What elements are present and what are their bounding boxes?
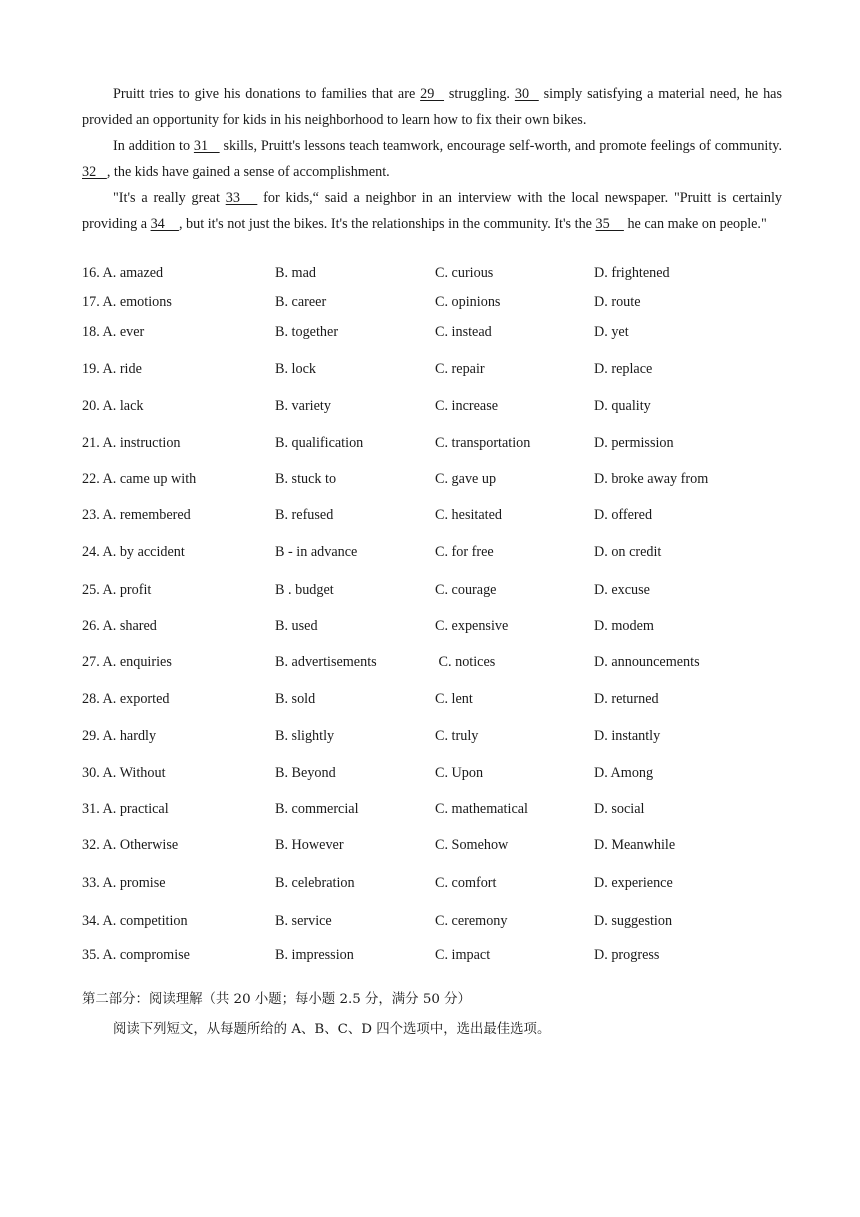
question-row [82,262,782,284]
option-d: D. experience [594,875,673,891]
answer-blank: 31 [193,138,220,154]
option-b: B. together [275,324,339,340]
option-a: 16. A. amazed [82,265,164,281]
passage-text: , the kids have gained a sense of accomplishment. [106,164,390,180]
option-c: C. expensive [435,618,509,634]
option-b: B. commercial [275,801,359,817]
option-a: 20. A. lack [82,398,144,414]
question-row [82,541,782,563]
option-a: 23. A. remembered [82,507,191,523]
option-a: 24. A. by accident [82,544,185,560]
option-c: C. notices [435,654,496,670]
option-d: D. Meanwhile [594,837,676,853]
option-c: C. ceremony [435,913,508,929]
answer-blank: 29 [420,86,445,102]
option-d: D. suggestion [594,913,673,929]
option-c: C. curious [435,265,494,281]
option-a: 19. A. ride [82,361,142,377]
question-row [82,468,782,490]
passage-text: In addition to [113,138,194,154]
option-a: 30. A. Without [82,765,166,781]
option-d: D. quality [594,398,651,414]
option-a: 18. A. ever [82,324,145,340]
passage-text: "It's a really great [113,190,226,206]
answer-blank: 30 [514,86,539,102]
option-a: 17. A. emotions [82,294,172,310]
option-c: C. hesitated [435,507,502,523]
option-c: C. mathematical [435,801,528,817]
question-row [82,834,782,856]
passage-text: struggling. [444,86,515,102]
section-instruction: 阅读下列短文，从每题所给的 A、B、C、D 四个选项中，选出最佳选项。 [113,1022,551,1037]
option-c: C. opinions [435,294,501,310]
passage-paragraph [82,185,786,237]
option-a: 33. A. promise [82,875,166,891]
option-d: D. replace [594,361,653,377]
option-d: D. frightened [594,265,670,281]
option-b: B. sold [275,691,316,707]
option-c: C. comfort [435,875,497,891]
option-b: B. celebration [275,875,355,891]
question-row [82,579,782,601]
option-a: 34. A. competition [82,913,188,929]
question-row [82,798,782,820]
option-d: D. permission [594,435,674,451]
option-b: B. Beyond [275,765,336,781]
passage-text: skills, Pruitt's lessons teach teamwork, encourage self-worth, and promote feelings of community. [219,138,786,154]
option-b: B. variety [275,398,331,414]
option-d: D. route [594,294,641,310]
option-a: 35. A. compromise [82,947,190,963]
passage-paragraph [82,81,786,133]
option-c: C. instead [435,324,492,340]
option-c: C. for free [435,544,494,560]
option-d: D. instantly [594,728,661,744]
option-c: C. Somehow [435,837,509,853]
question-row [82,432,782,454]
option-c: C. gave up [435,471,497,487]
option-b: B. However [275,837,344,853]
option-a: 27. A. enquiries [82,654,172,670]
option-c: C. impact [435,947,491,963]
answer-blank: 34 [150,216,179,232]
option-b: B. service [275,913,332,929]
option-d: D. Among [594,765,654,781]
option-a: 32. A. Otherwise [82,837,179,853]
option-c: C. increase [435,398,499,414]
option-b: B . budget [275,582,334,598]
question-row [82,688,782,710]
option-b: B. advertisements [275,654,377,670]
passage-text: for kids,“ said a neighbor in an interview with the local newspaper. "Pruitt is certainly providing a [82,190,786,232]
section-heading: 第二部分：阅读理解（共 20 小题；每小题 2.5 分，满分 50 分） [82,992,471,1007]
option-b: B. mad [275,265,316,281]
option-b: B. lock [275,361,316,377]
question-row [82,872,782,894]
option-b: B. used [275,618,318,634]
passage-text: he can make on people." [623,216,767,232]
option-a: 29. A. hardly [82,728,157,744]
option-c: C. Upon [435,765,484,781]
option-b: B. refused [275,507,334,523]
question-row [82,762,782,784]
question-row [82,358,782,380]
option-d: D. on credit [594,544,662,560]
option-b: B. slightly [275,728,335,744]
answer-blank: 33 [225,190,258,206]
option-b: B - in advance [275,544,358,560]
question-row [82,291,782,313]
question-row [82,395,782,417]
cloze-passage [82,81,786,237]
passage-text: , but it's not just the bikes. It's the relationships in the community. It's the [178,216,596,232]
option-d: D. modem [594,618,654,634]
question-row [82,321,782,343]
option-d: D. broke away from [594,471,709,487]
question-row [82,615,782,637]
question-row [82,944,782,966]
option-b: B. qualification [275,435,364,451]
question-row [82,725,782,747]
question-row [82,910,782,932]
option-d: D. announcements [594,654,700,670]
option-b: B. stuck to [275,471,337,487]
passage-paragraph [82,133,786,185]
option-c: C. truly [435,728,479,744]
option-d: D. offered [594,507,653,523]
answer-blank: 32 [82,164,107,180]
option-a: 25. A. profit [82,582,152,598]
option-d: D. social [594,801,645,817]
option-d: D. excuse [594,582,650,598]
option-b: B. career [275,294,327,310]
option-a: 26. A. shared [82,618,157,634]
option-d: D. yet [594,324,629,340]
option-c: C. transportation [435,435,531,451]
option-c: C. courage [435,582,497,598]
option-d: D. returned [594,691,659,707]
option-c: C. repair [435,361,485,377]
passage-text: simply satisfying a material need, he has provided an opportunity for kids in his neighborhood to learn how to fix their own bikes. [82,86,786,128]
question-row [82,504,782,526]
option-b: B. impression [275,947,354,963]
option-c: C. lent [435,691,473,707]
question-row [82,651,782,673]
option-d: D. progress [594,947,660,963]
option-a: 28. A. exported [82,691,170,707]
option-a: 21. A. instruction [82,435,181,451]
passage-text: Pruitt tries to give his donations to families that are [113,86,421,102]
option-a: 31. A. practical [82,801,169,817]
answer-blank: 35 [595,216,624,232]
option-a: 22. A. came up with [82,471,197,487]
